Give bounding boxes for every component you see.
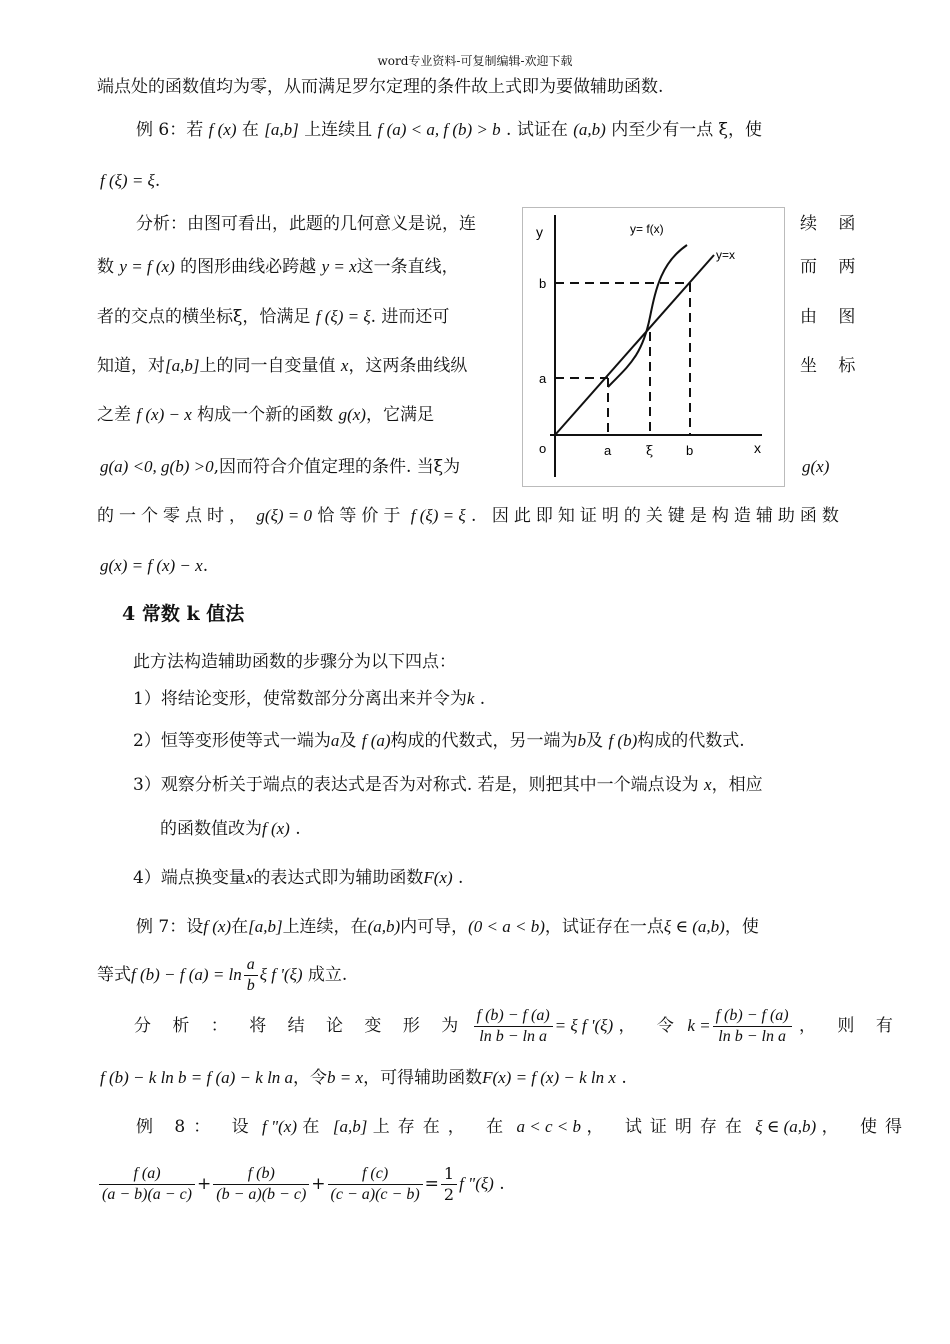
analysis-line-8 <box>100 556 208 576</box>
math: = ξ f '(ξ) <box>554 1016 614 1035</box>
analysis-line-2 <box>97 257 459 277</box>
text: ，试证存在一点 <box>544 917 664 937</box>
x-axis-label: x <box>754 440 761 456</box>
numerator: f (b) <box>213 1164 309 1185</box>
example-8-label: 例 8： 设 <box>136 1117 257 1137</box>
denominator: (a − b)(a − c) <box>102 1186 193 1203</box>
math-fx: f (x) <box>208 120 237 139</box>
numerator: f (b) − f (a) <box>474 1006 553 1027</box>
text: . <box>621 1068 627 1088</box>
text: 的一个零点时， <box>97 506 251 526</box>
text: 数 <box>97 257 114 277</box>
math-interval: [a,b] <box>264 120 299 139</box>
math: k = <box>687 1016 711 1035</box>
math-open-interval: (a,b) <box>573 120 606 139</box>
example-8-equation <box>97 1164 505 1205</box>
math: x <box>704 775 712 794</box>
ytick-a: a <box>539 371 547 386</box>
text: ， 使得 <box>821 1117 910 1137</box>
math: y = f (x) <box>119 257 175 276</box>
text: 分 析 ： 将 结 论 变 形 为 <box>134 1016 467 1036</box>
example-6-line-1 <box>136 120 762 140</box>
text: 及 <box>339 731 357 751</box>
section-4-title: 4 常数 k 值法 <box>122 603 245 625</box>
math-fixed-point: f (ξ) = ξ <box>100 171 155 190</box>
example-7-analysis <box>134 1006 901 1047</box>
analysis-line-4 <box>97 356 467 376</box>
text: 恰等价于 <box>317 506 406 526</box>
math: f (x) <box>203 917 232 936</box>
tick-b: b <box>686 443 694 458</box>
math: f (b) − k ln b = f (a) − k ln a <box>100 1068 294 1087</box>
math: k <box>466 689 475 708</box>
text: 上连续，在 <box>282 917 368 937</box>
step-2 <box>133 731 745 751</box>
text: . 试证在 <box>506 120 568 140</box>
math: [a,b] <box>165 356 200 375</box>
math: (0 < a < b) <box>468 917 545 936</box>
math: a < c < b <box>516 1117 582 1136</box>
math: F(x) <box>423 868 453 887</box>
math: x <box>245 868 254 887</box>
math: ξ ∈ (a,b) <box>755 1117 817 1136</box>
math: [a,b] <box>332 1117 368 1136</box>
analysis-line-6-right: g(x) <box>802 457 830 476</box>
math: b = x <box>327 1068 364 1087</box>
fraction-term-a <box>99 1164 195 1205</box>
text: 构成的代数式，另一端为 <box>390 731 578 751</box>
denominator: (c − a)(c − b) <box>330 1186 420 1203</box>
numerator: f (b) − f (a) <box>713 1006 792 1027</box>
fraction-difference-quotient <box>474 1006 553 1047</box>
text: 构成一个新的函数 <box>197 405 334 425</box>
figure-border <box>523 208 785 487</box>
numerator: f (c) <box>328 1164 423 1185</box>
math: g(ξ) = 0 <box>256 506 312 525</box>
page-header: word专业资料-可复制编辑-欢迎下载 <box>377 54 573 68</box>
math: a <box>330 731 340 750</box>
example-7-line-1 <box>136 917 759 937</box>
text: 在 <box>231 917 249 937</box>
text: . <box>202 556 209 576</box>
math: g(x) = f (x) − x <box>100 556 203 575</box>
math: g(a) <0, g(b) >0 <box>100 457 214 476</box>
paragraph-intro: 端点处的函数值均为零，从而满足罗尔定理的条件故上式即为要做辅助函数. <box>97 77 664 97</box>
curve-y-equals-fx <box>608 245 687 387</box>
text: 者的交点的横坐标ξ，恰满足 <box>97 307 311 327</box>
denominator: b <box>246 977 255 994</box>
text: ，令 <box>293 1068 328 1088</box>
numerator: a <box>244 955 258 976</box>
step-4 <box>133 868 463 888</box>
math: g(x) <box>338 405 366 424</box>
analysis-line-1-right: 续 函 <box>800 214 864 234</box>
text: ，相应 <box>711 775 763 795</box>
text: 1）将结论变形，使常数部分分离出来并令为 <box>133 689 467 709</box>
math: f (a) <box>361 731 391 750</box>
math: f (b) <box>608 731 638 750</box>
math: f "(x) <box>262 1117 298 1136</box>
text: 上的同一自变量值 <box>199 356 336 376</box>
example-7-auxiliary <box>100 1068 627 1088</box>
fraction-term-c <box>328 1164 423 1205</box>
fraction-a-over-b <box>244 955 258 996</box>
text: . <box>458 868 464 888</box>
math: f (x) − x <box>136 405 192 424</box>
math: y = x <box>321 257 357 276</box>
fraction-term-b <box>213 1164 309 1205</box>
math: f (b) − f (a) = ln <box>131 965 242 984</box>
math: f (ξ) = ξ <box>315 307 371 326</box>
text: 及 <box>586 731 604 751</box>
label-yx: y=x <box>716 248 736 262</box>
math: ξ f '(ξ) <box>259 965 303 984</box>
math: x <box>340 356 349 375</box>
text: 的表达式即为辅助函数 <box>253 868 424 888</box>
math: f (ξ) = ξ <box>410 506 466 525</box>
denominator: ln b − ln a <box>479 1028 547 1045</box>
text: ,因而符合介值定理的条件. 当ξ为 <box>213 457 461 477</box>
text: 内可导， <box>400 917 469 937</box>
denominator: ln b − ln a <box>718 1028 786 1045</box>
text: 内至少有一点 ξ，使 <box>611 120 763 140</box>
text: 的图形曲线必跨越 <box>180 257 317 277</box>
text: . <box>499 1174 505 1194</box>
text: . <box>295 819 301 839</box>
step-3-line-1 <box>133 775 763 795</box>
analysis-line-1: 分析：由图可看出，此题的几何意义是说，连 <box>136 214 476 234</box>
section-4-intro: 此方法构造辅助函数的步骤分为以下四点： <box>133 652 456 672</box>
numerator: 1 <box>441 1164 457 1185</box>
analysis-line-4-right: 坐 标 <box>800 356 864 376</box>
text: 3）观察分析关于端点的表达式是否为对称式. 若是，则把其中一个端点设为 <box>133 775 699 795</box>
function-graph-figure <box>522 207 785 487</box>
step-1 <box>133 689 485 709</box>
text: ，它满足 <box>365 405 434 425</box>
plus-sign: + <box>197 1174 212 1194</box>
math: b <box>577 731 587 750</box>
step-3-line-2 <box>160 819 301 839</box>
text: 2）恒等变形使等式一端为 <box>133 731 331 751</box>
text: 上连续且 <box>304 120 373 140</box>
text: . <box>154 171 161 191</box>
text: 之差 <box>97 405 131 425</box>
text: . <box>479 689 486 709</box>
math: [a,b] <box>248 917 283 936</box>
origin-label: o <box>539 441 547 456</box>
text: . 进而还可 <box>370 307 450 327</box>
text: ， 则 有 <box>799 1016 901 1036</box>
text: 在 <box>241 120 259 140</box>
example-7-label: 例 7：设 <box>136 917 204 937</box>
text: 4）端点换变量 <box>133 868 246 888</box>
text: 等式 <box>97 965 131 985</box>
text: ，使 <box>724 917 759 937</box>
text: ，这两条曲线纵 <box>348 356 468 376</box>
label-fx: y= f(x) <box>630 222 664 236</box>
example-7-equation <box>97 955 347 996</box>
fraction-one-half <box>441 1164 457 1205</box>
numerator: f (a) <box>99 1164 195 1185</box>
math: (a,b) <box>367 917 401 936</box>
text: 在 <box>302 1117 328 1137</box>
math: f "(ξ) <box>459 1174 494 1193</box>
text: 上存在， 在 <box>372 1117 512 1137</box>
ytick-b: b <box>539 276 547 291</box>
text: 构成的代数式. <box>637 731 745 751</box>
text: ， 试证明存在 <box>586 1117 750 1137</box>
plus-sign: + <box>311 1174 326 1194</box>
analysis-line-7 <box>97 506 844 526</box>
math-condition: f (a) < a, f (b) > b <box>377 120 501 139</box>
denominator: (b − a)(b − c) <box>216 1186 307 1203</box>
text: . 因此即知证明的关键是构造辅助函数 <box>471 506 844 526</box>
math: ξ ∈ (a,b) <box>663 917 725 936</box>
analysis-line-5 <box>97 405 434 425</box>
fraction-k <box>713 1006 792 1047</box>
y-axis-label: y <box>536 224 543 240</box>
example-6-label: 例 6：若 <box>136 120 204 140</box>
example-8-line-1 <box>136 1117 910 1137</box>
analysis-line-2-right: 而 两 <box>800 257 864 277</box>
denominator: 2 <box>443 1185 455 1204</box>
text: 的函数值改为 <box>160 819 262 839</box>
tick-a: a <box>604 443 612 458</box>
tick-xi: ξ <box>646 444 654 459</box>
analysis-line-3-right: 由 图 <box>800 307 864 327</box>
equals-sign: = <box>424 1174 439 1194</box>
text: 知道，对 <box>97 356 165 376</box>
text: 这一条直线， <box>356 257 459 277</box>
math: f (x) <box>262 819 290 838</box>
text: 成立. <box>307 965 348 985</box>
math: F(x) = f (x) − k ln x <box>482 1068 616 1087</box>
text: ，可得辅助函数 <box>363 1068 483 1088</box>
text: ， 令 <box>618 1016 682 1036</box>
analysis-line-3 <box>97 307 449 327</box>
example-6-line-2 <box>100 171 160 191</box>
analysis-line-6 <box>100 457 460 477</box>
